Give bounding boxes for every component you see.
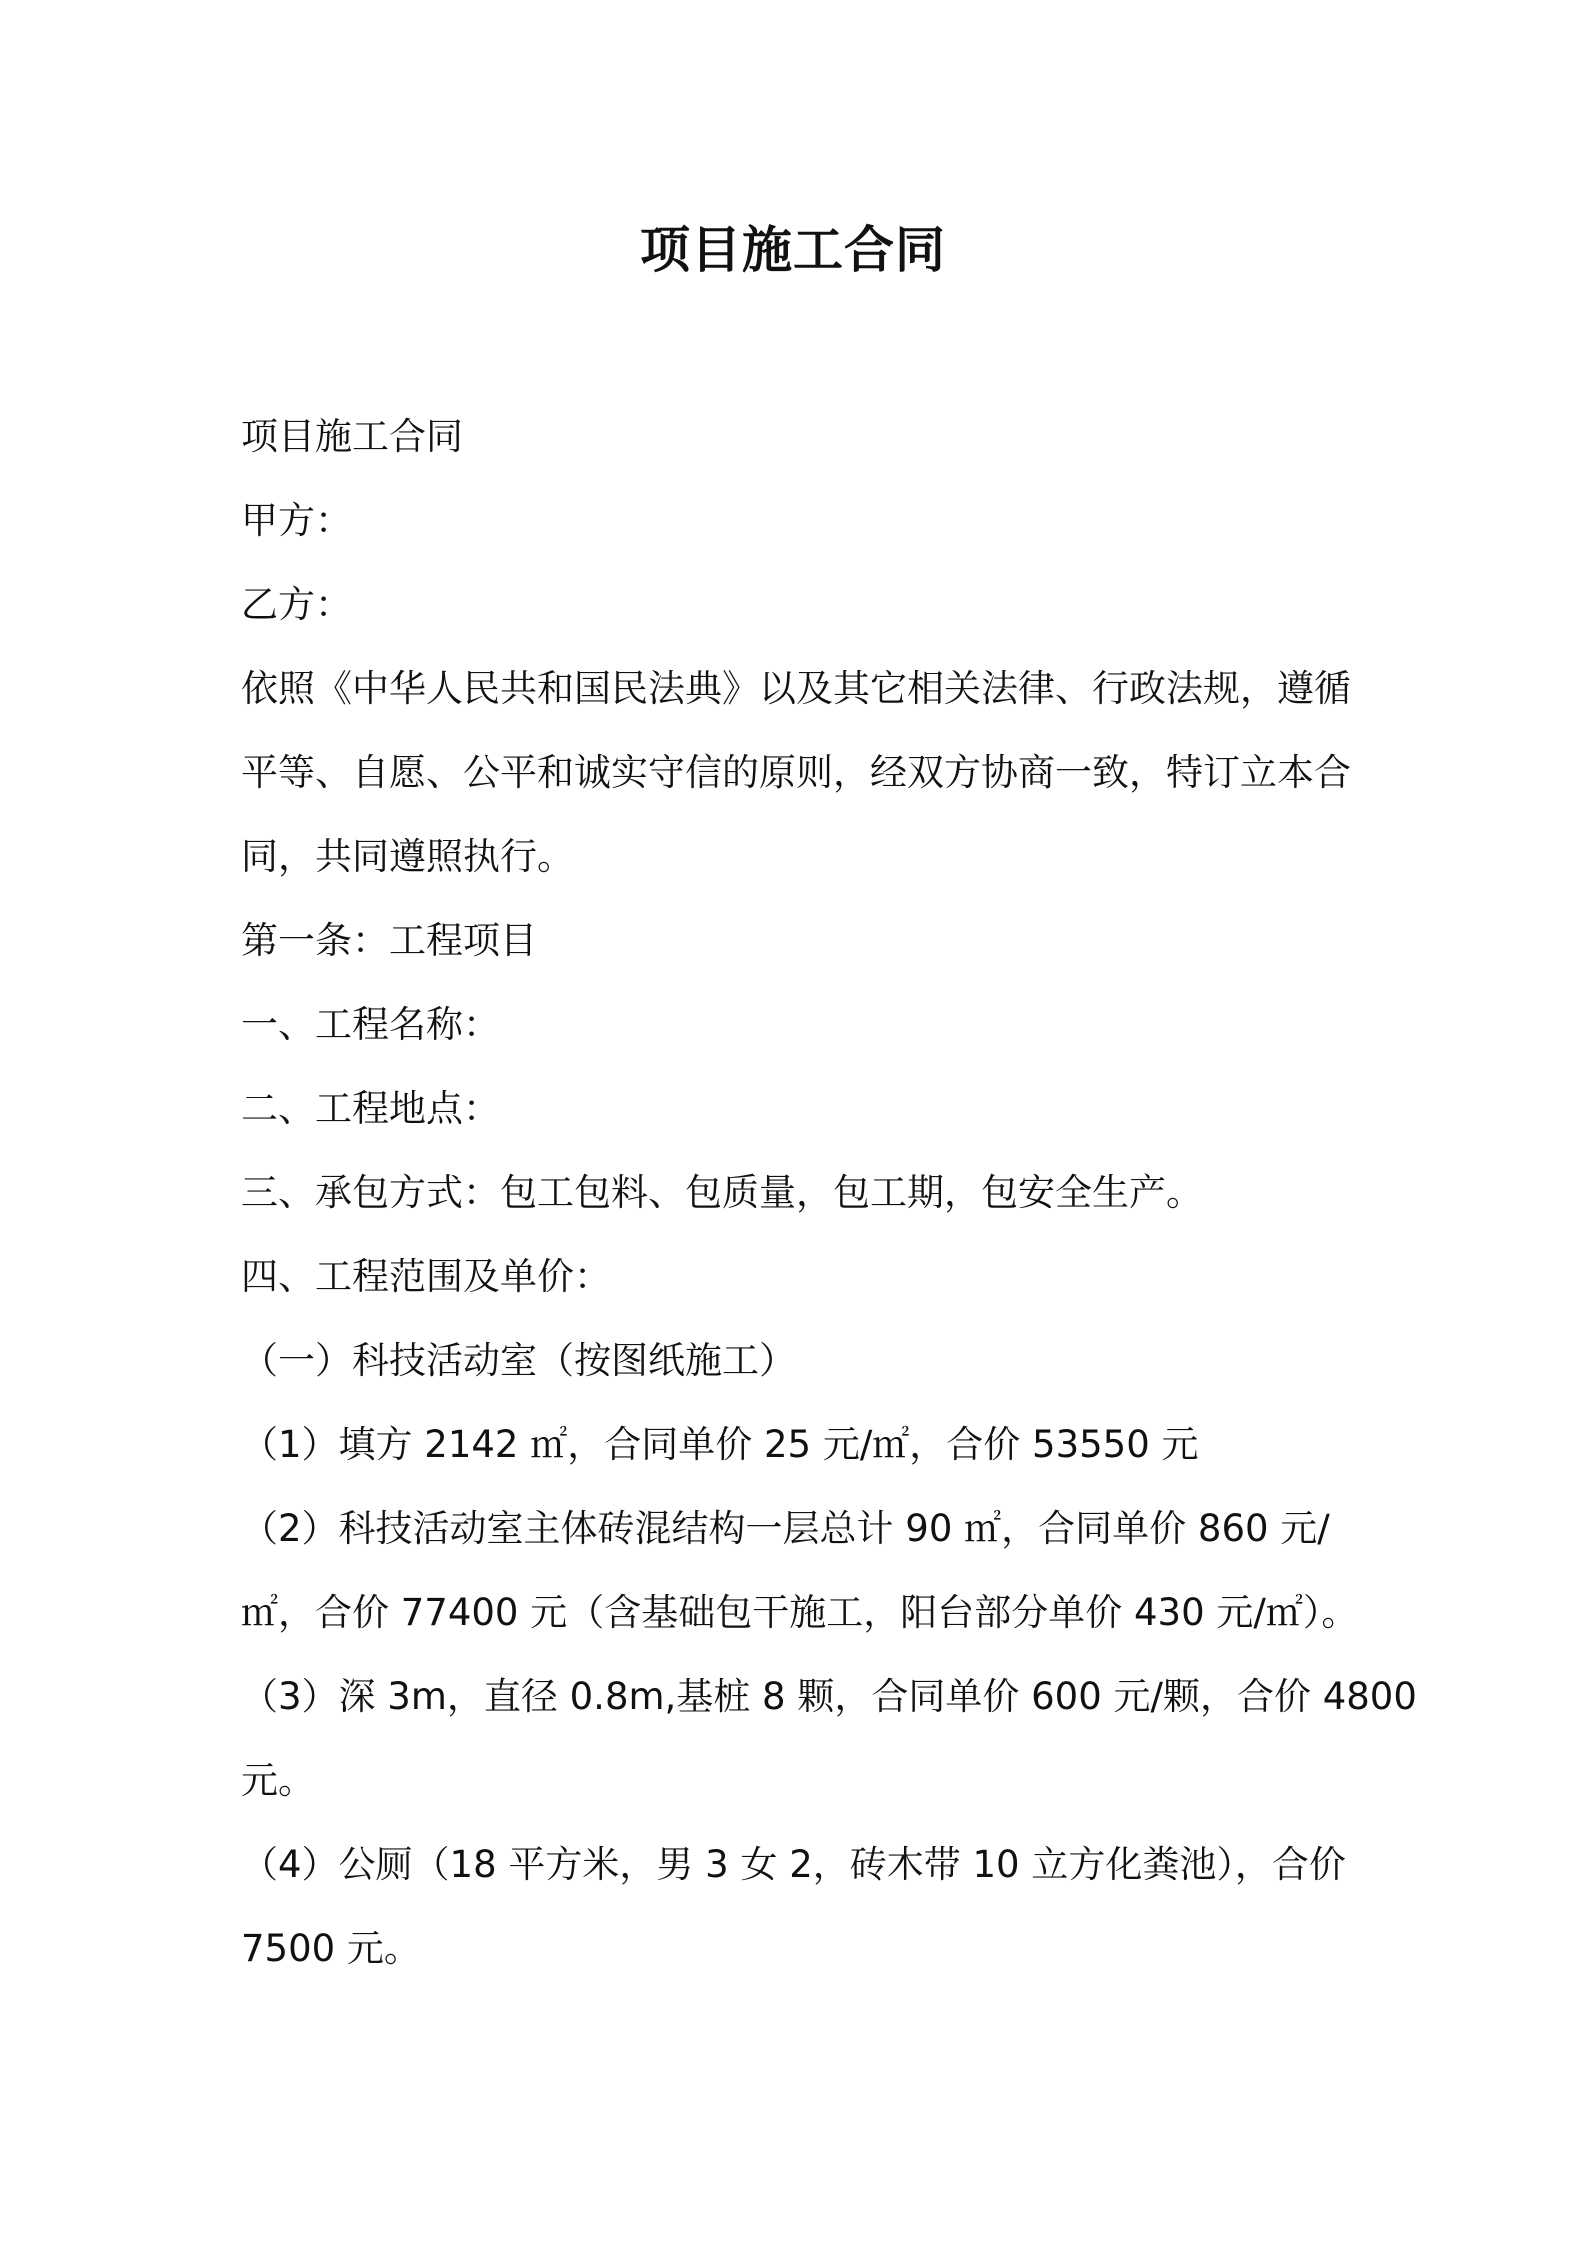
party-b-line: 乙方： <box>241 583 352 626</box>
scope-item-3-line-2: 元。 <box>241 1759 315 1802</box>
document-title: 项目施工合同 <box>640 221 946 279</box>
scope-item-2-line-2: ㎡，合价 77400 元（含基础包干施工，阳台部分单价 430 元/㎡）。 <box>241 1591 1359 1634</box>
contract-method-line: 三、承包方式：包工包料、包质量，包工期，包安全生产。 <box>241 1171 1203 1214</box>
scope-item-1: （1）填方 2142 ㎡，合同单价 25 元/㎡，合价 53550 元 <box>241 1423 1199 1466</box>
preamble-line-3: 同，共同遵照执行。 <box>241 835 574 878</box>
project-name-line: 一、工程名称： <box>241 1003 500 1046</box>
scope-item-3-line-1: （3）深 3m，直径 0.8m,基桩 8 颗，合同单价 600 元/颗，合价 4800 <box>241 1675 1417 1718</box>
preamble-line-2: 平等、自愿、公平和诚实守信的原则，经双方协商一致，特订立本合 <box>241 751 1351 794</box>
project-location-line: 二、工程地点： <box>241 1087 500 1130</box>
contract-heading: 项目施工合同 <box>241 415 463 458</box>
scope-item-4-line-1: （4）公厕（18 平方米，男 3 女 2，砖木带 10 立方化粪池），合价 <box>241 1843 1346 1886</box>
scope-heading: 四、工程范围及单价： <box>241 1255 611 1298</box>
article-one-heading: 第一条：工程项目 <box>241 919 537 962</box>
party-a-line: 甲方： <box>241 499 352 542</box>
scope-item-4-line-2: 7500 元。 <box>241 1927 421 1970</box>
scope-section-1: （一）科技活动室（按图纸施工） <box>241 1339 796 1382</box>
scope-item-2-line-1: （2）科技活动室主体砖混结构一层总计 90 ㎡，合同单价 860 元/ <box>241 1507 1330 1550</box>
preamble-line-1: 依照《中华人民共和国民法典》以及其它相关法律、行政法规，遵循 <box>241 667 1351 710</box>
